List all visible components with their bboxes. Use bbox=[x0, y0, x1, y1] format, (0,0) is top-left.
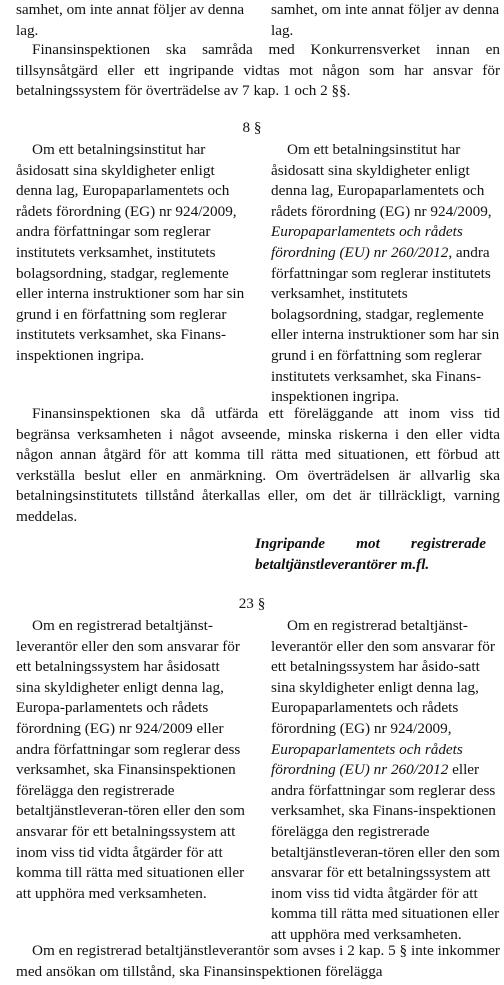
section-23-right-part-b: eller andra författningar som reglerar dess verksamhet, ska Finans-inspektionen förelägga den registrerade betaltjänstleveran-tören eller den som ansvarar för ett betalningssystem att inom viss tid vidta åtgärder för att komma till rätta med situationen eller att upphöra med verksamheten. bbox=[271, 761, 500, 943]
section-8-right-text bbox=[271, 140, 502, 408]
section-8-columns bbox=[16, 140, 500, 406]
section-8-right-part-b: , andra författningar som reglerar institutets verksamhet, institutets bolagsordning, stadgar, reglemente eller interna instruktioner som har sin grund i en författning som reglerar institutets verksamhet, ska Finans-inspektionen ingripa. bbox=[271, 243, 500, 406]
section-23-columns bbox=[16, 616, 500, 943]
section-8-number: 8 § bbox=[242, 119, 262, 136]
section-8-left-text: Om ett betalningsinstitut har åsidosatt sina skyldigheter enligt denna lag, Europaparlamentets och rådets förordning (EG) nr 924/2009, andra författningar som reglerar institutets verksamhet, institutets bolagsordning, stadgar, reglemente eller interna instruktioner som har sin grund i en författning som reglerar institutets verksamhet, ska Finans-inspektionen ingripa. bbox=[16, 141, 245, 364]
section-23-right-part-a: Om en registrerad betaltjänst-leverantör eller den som ansvarar för ett betalningssystem har åsido-satt sina skyldigheter enligt denna lag, Europaparlamentets och rådets förordning (EG) nr 924/2009, bbox=[271, 617, 495, 737]
section-8-full-paragraph: Finansinspektionen ska då utfärda ett föreläggande att inom viss tid begränsa verksamheten i något avseende, minska riskerna i den eller vidta någon annan åtgärd för att komma till rätta med situationen, ett förbud att verkställa beslut eller en anmärkning. Om överträdelsen är allvarlig ska betalningsinstitutets tillstånd återkallas eller, om det är tillräckligt, varning meddelas. bbox=[16, 405, 500, 525]
section-23-number: 23 § bbox=[238, 595, 266, 612]
top-right-text: samhet, om inte annat följer av denna lag. bbox=[271, 1, 500, 39]
section-23-right-text bbox=[271, 616, 502, 946]
section-23-right-italic: Europaparlamentets och rådets förordning (EU) nr 260/2012 bbox=[271, 740, 463, 779]
section-heading: Ingripande mot registrerade betaltjänstleverantörer m.fl. bbox=[255, 535, 486, 573]
top-full-paragraph: Finansinspektionen ska samråda med Konkurrensverket innan en tillsynsåtgärd eller ett ingripande vidtas mot någon som har ansvar för betalningssystem för överträdelse av 7 kap. 1 och 2 §§. bbox=[16, 41, 500, 100]
section-8-right-part-a: Om ett betalningsinstitut har åsidosatt sina skyldigheter enligt denna lag, Europaparlamentets och rådets förordning (EG) nr 924/2009, bbox=[271, 141, 492, 220]
top-columns bbox=[16, 0, 500, 44]
section-8-right-italic: Europaparlamentets och rådets förordning (EU) nr 260/2012 bbox=[271, 223, 463, 261]
section-23-full-paragraph: Om en registrerad betaltjänstleverantör som avses i 2 kap. 5 § inte inkommer med ansökan om tillstånd, ska Finansinspektionen förelägga bbox=[16, 942, 500, 980]
section-23-left-text: Om en registrerad betaltjänst-leverantör eller den som ansvarar för ett betalningssystem har åsidosatt sina skyldigheter enligt denna lag, Europa-parlamentets och rådets förordning (EG) nr 924/2009 eller andra författningar som reglerar dess verksamhet, ska Finansinspektionen förelägga den registrerade betaltjänstleveran-tören eller den som ansvarar för ett betalningssystem att inom viss tid vidta åtgärder för att komma till rätta med situationen eller att upphöra med verksamheten. bbox=[16, 617, 245, 902]
top-left-text: samhet, om inte annat följer av denna lag. bbox=[16, 1, 245, 39]
